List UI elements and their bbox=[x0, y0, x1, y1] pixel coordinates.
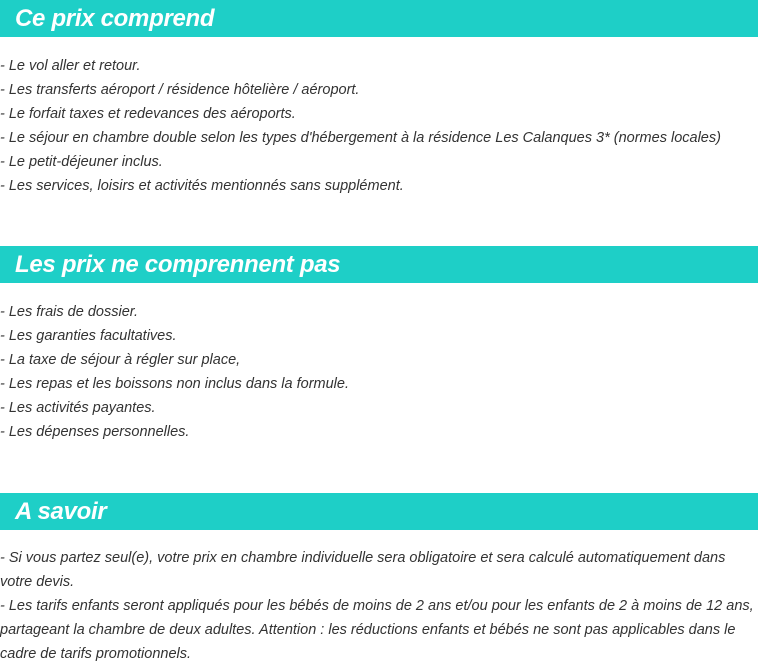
list-item: - Les dépenses personnelles. bbox=[0, 424, 190, 440]
list-item: - Le forfait taxes et redevances des aéroports. bbox=[0, 106, 296, 122]
section-price-excludes bbox=[0, 246, 758, 493]
list-item: - Les services, loisirs et activités mentionnés sans supplément. bbox=[0, 178, 404, 194]
list-item: - Le vol aller et retour. bbox=[0, 58, 141, 74]
section-body-price-includes bbox=[0, 37, 758, 198]
section-title-price-excludes: Les prix ne comprennent pas bbox=[15, 251, 341, 278]
list-item: - Les tarifs enfants seront appliqués pour les bébés de moins de 2 ans et/ou pour les enfants de 2 à moins de 12 ans, partageant la chambre de deux adultes. Attention : les réductions enfants et bébés ne sont pas applicables dans le cadre de tarifs promotionnels. bbox=[0, 598, 754, 662]
section-body-price-excludes bbox=[0, 283, 758, 444]
list-item: - Si vous partez seul(e), votre prix en chambre individuelle sera obligatoire et sera calculé automatiquement dans votre devis. bbox=[0, 550, 726, 590]
section-title-price-includes: Ce prix comprend bbox=[15, 5, 215, 32]
section-good-to-know bbox=[0, 493, 758, 666]
list-item: - La taxe de séjour à régler sur place, bbox=[0, 352, 241, 368]
list-item: - Les activités payantes. bbox=[0, 400, 156, 416]
section-header-price-includes bbox=[0, 0, 758, 37]
section-header-price-excludes bbox=[0, 246, 758, 283]
section-title-good-to-know: A savoir bbox=[15, 498, 107, 525]
list-item: - Les garanties facultatives. bbox=[0, 328, 177, 344]
section-header-good-to-know bbox=[0, 493, 758, 530]
section-body-good-to-know bbox=[0, 530, 758, 666]
section-price-includes bbox=[0, 0, 758, 246]
list-item: - Les repas et les boissons non inclus dans la formule. bbox=[0, 376, 349, 392]
list-item: - Les frais de dossier. bbox=[0, 304, 139, 320]
list-item: - Les transferts aéroport / résidence hôtelière / aéroport. bbox=[0, 82, 360, 98]
list-item: - Le petit-déjeuner inclus. bbox=[0, 154, 163, 170]
list-item: - Le séjour en chambre double selon les types d'hébergement à la résidence Les Calanques 3* (normes locales) bbox=[0, 130, 721, 146]
